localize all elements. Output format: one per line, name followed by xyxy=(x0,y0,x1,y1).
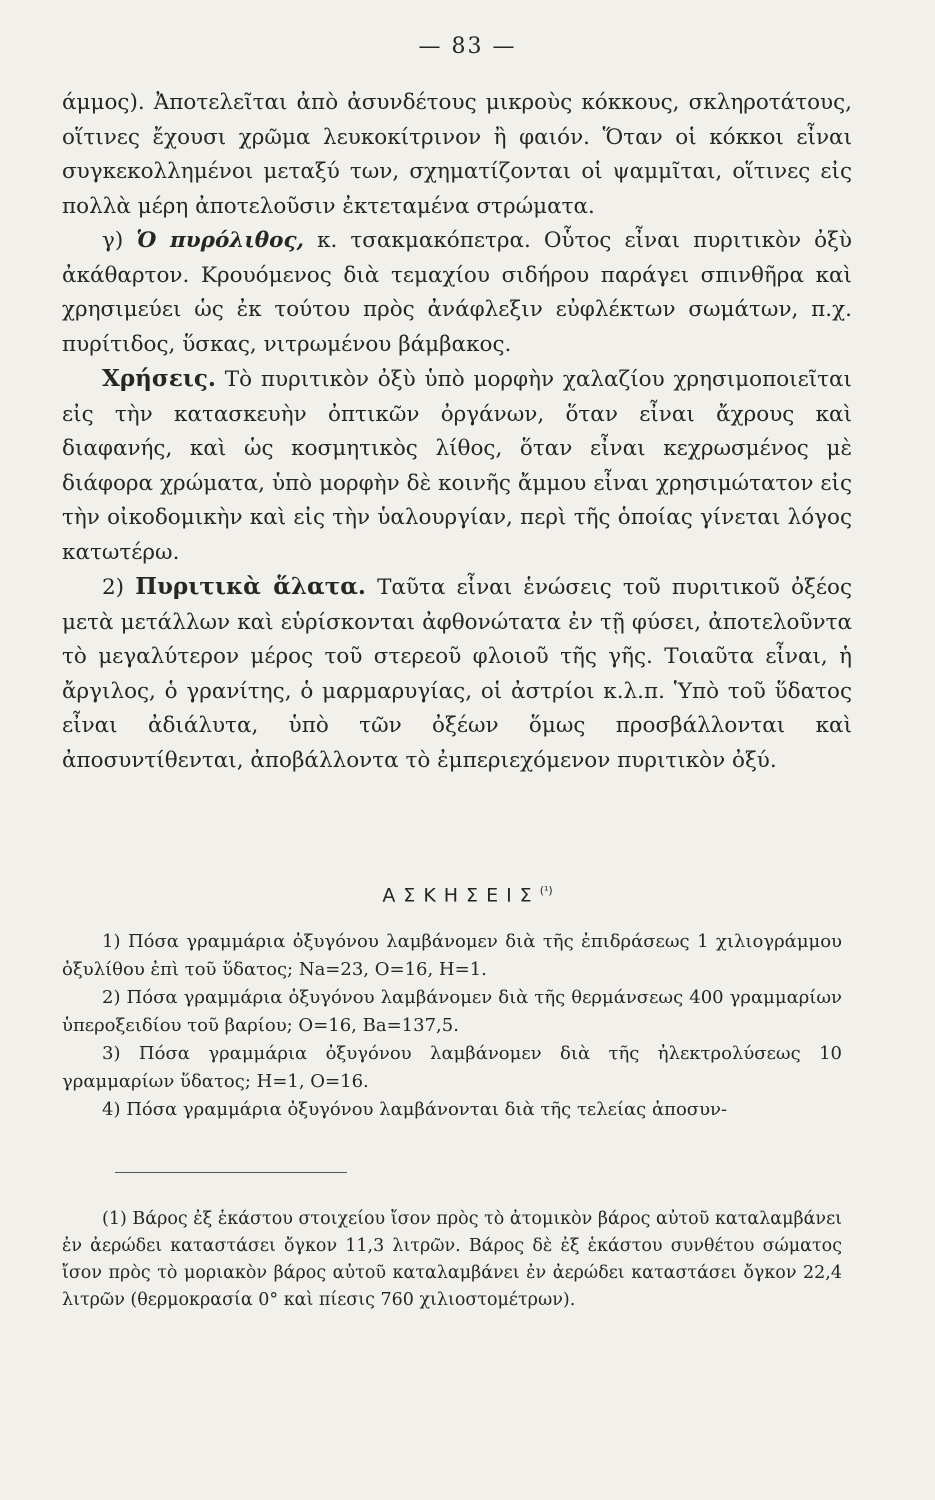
exercise-item: 3) Πόσα γραμμάρια ὀξυγόνου λαμβάνομεν διὰ τῆς ἠλεκτρολύσεως 10 γραμμαρίων ὕδατος; H=1, O=16. xyxy=(62,1043,842,1092)
flint-text: κ. τσακμακόπετρα. Οὗτος εἶναι πυριτικὸν ὀξὺ ἀκάθαρτον. Κρουόμενος διὰ τεμαχίου σιδήρου παράγει σπινθῆρα καὶ χρησιμεύει ὡς ἐκ τούτου πρὸς ἀνάφλεξιν εὐφλέκτων σωμάτων, π.χ. πυρίτιδος, ὕσκας, νιτρωμένου βάμβακος. xyxy=(62,228,852,357)
paragraph-uses xyxy=(62,362,852,570)
footnote-text: (1) Βάρος ἐξ ἑκάστου στοιχείου ἴσον πρὸς τὸ ἀτομικὸν βάρος αὐτοῦ καταλαμβάνει ἐν ἀερώδει καταστάσει ὄγκον 11,3 λιτρῶν. Βάρος δὲ ἐξ ἑκάστου συνθέτου σώματος ἴσον πρὸς τὸ μοριακὸν βάρος αὐτοῦ καταλαμβάνει ἐν ἀερώδει καταστάσει ὄγκον 22,4 λιτρῶν (θερμοκρασία 0° καὶ πίεσις 760 χιλιοστομέτρων). xyxy=(62,1209,842,1310)
main-text xyxy=(62,86,852,778)
paragraph-sand: άμμος). Ἀποτελεῖται ἀπὸ ἀσυνδέτους μικροὺς κόκκους, σκληροτάτους, οἵτινες ἔχουσι χρῶμα λευκοκίτρινον ἢ φαιόν. Ὅταν οἱ κόκκοι εἶναι συγκεκολλημένοι μεταξύ των, σχηματίζονται οἱ ψαμμῖται, οἵτινες εἰς πολλὰ μέρη ἀποτελοῦσιν ἐκτεταμένα στρώματα. xyxy=(62,90,852,219)
silicates-text: Ταῦτα εἶναι ἑνώσεις τοῦ πυριτικοῦ ὀξέος μετὰ μετάλλων καὶ εὑρίσκονται ἀφθονώτατα ἐν τῇ φύσει, ἀποτελοῦντα τὸ μεγαλύτερον μέρος τοῦ στερεοῦ φλοιοῦ τῆς γῆς. Τοιαῦτα εἶναι, ἡ ἄργιλος, ὁ γρανίτης, ὁ μαρμαρυγίας, οἱ ἀστρίοι κ.λ.π. Ὑπὸ τοῦ ὕδατος εἶναι ἀδιάλυτα, ὑπὸ τῶν ὀξέων ὅμως προσβάλλονται καὶ ἀποσυντίθενται, ἀποβάλλοντα τὸ ἐμπεριεχόμενον πυριτικὸν ὀξύ. xyxy=(62,575,852,773)
uses-text: Τὸ πυριτικὸν ὀξὺ ὑπὸ μορφὴν χαλαζίου χρησιμοποιεῖται εἰς τὴν κατασκευὴν ὀπτικῶν ὀργάνων, ὅταν εἶναι ἄχρους καὶ διαφανής, καὶ ὡς κοσμητικὸς λίθος, ὅταν εἶναι κεχρωσμένος μὲ διάφορα χρώματα, ὑπὸ μορφὴν δὲ κοινῆς ἄμμου εἶναι χρησιμώτατον εἰς τὴν οἰκοδομικὴν καὶ εἰς τὴν ὑαλουργίαν, περὶ τῆς ὁποίας γίνεται λόγος κατωτέρω. xyxy=(62,367,852,565)
footnote-divider xyxy=(115,1172,347,1173)
exercises-footnote-ref: (¹) xyxy=(539,884,553,897)
paragraph-silicates xyxy=(62,570,852,778)
exercise-item: 1) Πόσα γραμμάρια ὀξυγόνου λαμβάνομεν διὰ τῆς ἐπιδράσεως 1 χιλιογράμμου ὀξυλίθου ἐπὶ τοῦ ὕδατος; Na=23, O=16, H=1. xyxy=(62,931,842,980)
exercises-title: ΑΣΚΗΣΕΙΣ xyxy=(382,884,540,907)
paragraph-flint xyxy=(62,224,852,362)
exercises-list xyxy=(62,928,842,1124)
footnote xyxy=(62,1206,842,1314)
silicates-label: 2) xyxy=(102,575,125,600)
exercise-item: 4) Πόσα γραμμάρια ὀξυγόνου λαμβάνονται διὰ τῆς τελείας ἀποσυν- xyxy=(102,1099,728,1120)
exercises-heading xyxy=(0,884,935,906)
page-number: — 83 — xyxy=(418,34,517,59)
silicates-heading: Πυριτικὰ ἅλατα. xyxy=(135,573,366,600)
exercise-item: 2) Πόσα γραμμάρια ὀξυγόνου λαμβάνομεν διὰ τῆς θερμάνσεως 400 γραμμαρίων ὑπεροξειδίου τοῦ βαρίου; O=16, Ba=137,5. xyxy=(62,987,842,1036)
flint-term: Ὁ πυρόλιθος, xyxy=(136,228,305,253)
uses-heading: Χρήσεις. xyxy=(102,365,216,392)
flint-label: γ) xyxy=(102,228,124,253)
